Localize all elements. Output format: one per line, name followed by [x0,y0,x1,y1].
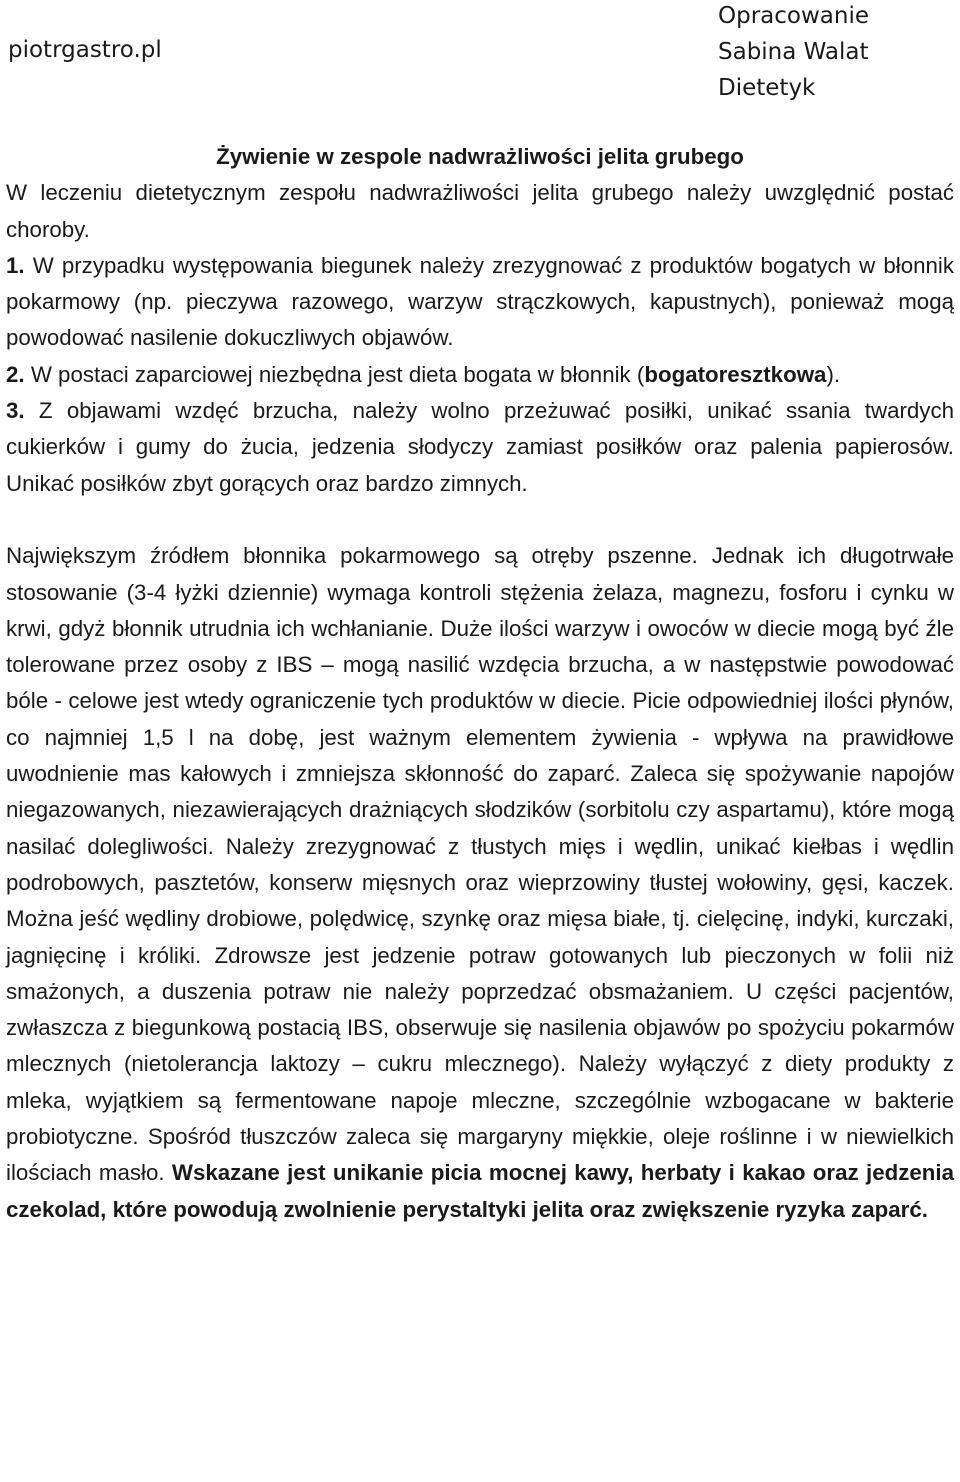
list-item-text: Z objawami wzdęć brzucha, należy wolno przeżuwać posiłki, unikać ssania twardych cukierków i gumy do żucia, jedzenia słodyczy zamiast posiłków oraz palenia papierosów. Unikać posiłków zbyt gorących oraz bardzo zimnych. [6,398,954,496]
list-item-text: W postaci zaparciowej niezbędna jest dieta bogata w błonnik ( [30,361,645,387]
list-item-text-end: ). [826,361,841,387]
document-title: Żywienie w zespole nadwrażliwości jelita grubego [216,144,744,169]
site-name: piotrgastro.pl [8,37,162,63]
list-item [6,248,954,357]
list-item-bold-text: bogatoresztkowa [644,361,827,387]
main-paragraph [6,538,954,1228]
list-item-number: 1. [6,252,25,278]
paragraph-spacer [6,502,954,538]
author-line-name: Sabina Walat [718,39,869,65]
list-item-text: W przypadku występowania biegunek należy zrezygnować z produktów bogatych w błonnik pokarmowy (np. pieczywa razowego, warzyw strączkowych, kapustnych), ponieważ mogą powodować nasilenie dokuczliwych objawów. [6,252,954,351]
author-line-role: Dietetyk [718,75,816,101]
list-item-number: 2. [6,361,25,387]
document-body [6,139,954,1228]
author-line-prepared: Opracowanie [718,3,869,29]
list-item-number: 3. [6,398,25,424]
author-block [718,0,958,106]
list-item [6,357,954,393]
main-paragraph-text: Największym źródłem błonnika pokarmowego są otręby pszenne. Jednak ich długotrwałe stosowanie (3-4 łyżki dziennie) wymaga kontroli stężenia żelaza, magnezu, fosforu i cynku w krwi, gdyż błonnik utrudnia ich wchłanianie. Duże ilości warzyw i owoców w diecie mogą być źle tolerowane przez osoby z IBS – mogą nasilić wzdęcia brzucha, a w następstwie powodować bóle - celowe jest wtedy ograniczenie tych produktów w diecie. Picie odpowiedniej ilości płynów, co najmniej 1,5 l na dobę, jest ważnym elementem żywienia - wpływa na prawidłowe uwodnienie mas kałowych i zmniejsza skłonność do zaparć. Zaleca się spożywanie napojów niegazowanych, niezawierających drażniących słodzików (sorbitolu czy aspartamu), które mogą nasilać dolegliwości. Należy zrezygnować z tłustych mięs i wędlin, unikać kiełbas i wędlin podrobowych, pasztetów, konserw mięsnych oraz wieprzowiny tłustej wołowiny, gęsi, kaczek. Można jeść wędliny drobiowe, polędwicę, szynkę oraz mięsa białe, tj. cielęcinę, indyki, kurczaki, jagnięcinę i króliki. Zdrowsze jest jedzenie potraw gotowanych lub pieczonych w folii niż smażonych, a duszenia potraw nie należy poprzedzać obsmażaniem. U części pacjentów, zwłaszcza z biegunkową postacią IBS, obserwuje się nasilenia objawów po spożyciu pokarmów mlecznych (nietolerancja laktozy – cukru mlecznego). Należy wyłączyć z diety produkty z mleka, wyjątkiem są fermentowane napoje mleczne, szczególnie wzbogacane w bakterie probiotyczne. Spośród tłuszczów zaleca się margaryny miękkie, oleje roślinne i w niewielkich ilościach masło. [6,543,954,1186]
intro-paragraph: W leczeniu dietetycznym zespołu nadwrażliwości jelita grubego należy uwzględnić postać choroby. [6,180,954,242]
final-bold-statement: Wskazane jest unikanie picia mocnej kawy, herbaty i kakao oraz jedzenia czekolad, które powodują zwolnienie perystaltyki jelita oraz zwiększenie ryzyka zaparć. [6,1160,955,1222]
list-item [6,393,954,502]
